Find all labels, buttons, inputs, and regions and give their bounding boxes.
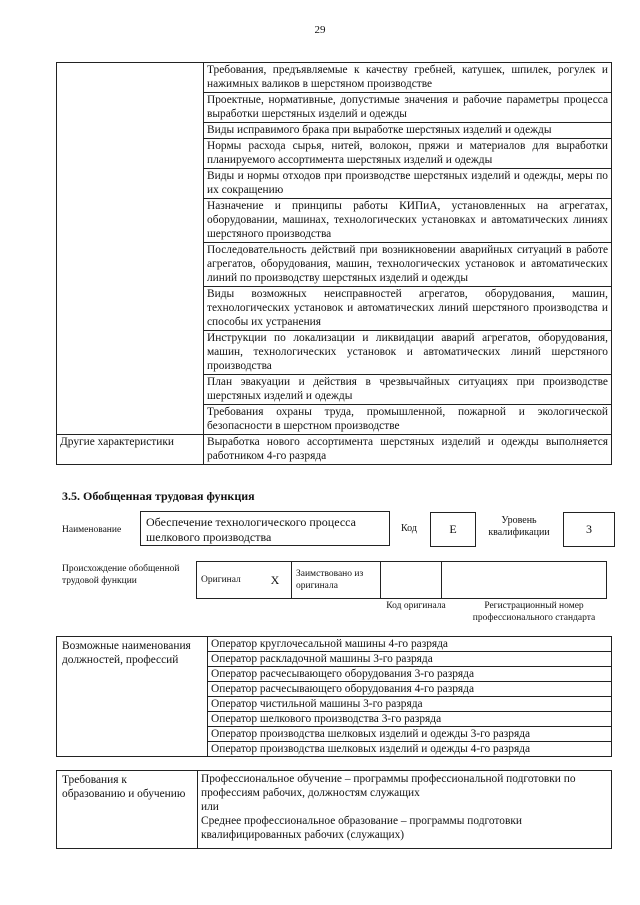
knowledge-row: Инструкции по локализации и ликвидации аварий агрегатов, оборудования, машин, технологических установок и автоматических линий шерстяного производства <box>204 331 612 375</box>
section-title: 3.5. Обобщенная трудовая функция <box>62 489 255 503</box>
knowledge-row: Проектные, нормативные, допустимые значения и рабочие параметры процесса выработки шерстяных изделий и одежды <box>204 93 612 123</box>
origin-table <box>196 561 607 599</box>
other-characteristics-label: Другие характеристики <box>57 435 204 465</box>
education-table <box>56 770 612 849</box>
original-label: Оригинал <box>197 562 260 599</box>
code-value-box: E <box>430 512 476 547</box>
original-code-caption: Код оригинала <box>386 601 446 611</box>
other-characteristics-value: Выработка нового ассортимента шерстяных изделий и одежды выполняется работником 4-го разряда <box>204 435 612 465</box>
job-title-item: Оператор круглочесальной машины 4-го разряда <box>208 637 612 652</box>
job-titles-label: Возможные наименования должностей, профессий <box>57 637 208 757</box>
education-label: Требования к образованию и обучению <box>57 771 198 849</box>
knowledge-row: Нормы расхода сырья, нитей, волокон, пряжи и материалов для выработки планируемого ассортимента шерстяных изделий и одежды <box>204 139 612 169</box>
name-label: Наименование <box>62 525 122 535</box>
registration-number-cell <box>442 562 607 599</box>
original-code-cell <box>381 562 442 599</box>
knowledge-row: Требования, предъявляемые к качеству гребней, катушек, шпилек, рогулек и нажимных валиков в шерстяном производстве <box>204 63 612 93</box>
job-title-item: Оператор шелкового производства 3-го разряда <box>208 712 612 727</box>
origin-label: Происхождение обобщенной трудовой функции <box>62 564 180 586</box>
qualification-level-label: Уровень квалификации <box>488 515 550 538</box>
qualification-level-box: 3 <box>563 512 615 547</box>
knowledge-row: Требования охраны труда, промышленной, пожарной и экологической безопасности в шерстном производстве <box>204 405 612 435</box>
knowledge-row: План эвакуации и действия в чрезвычайных ситуациях при производстве шерстяных изделий и одежды <box>204 375 612 405</box>
job-title-item: Оператор расчесывающего оборудования 3-го разряда <box>208 667 612 682</box>
education-or: или <box>201 801 219 813</box>
knowledge-table <box>56 62 612 465</box>
job-title-item: Оператор расчесывающего оборудования 4-го разряда <box>208 682 612 697</box>
job-title-item: Оператор раскладочной машины 3-го разряда <box>208 652 612 667</box>
code-label: Код <box>401 523 417 534</box>
knowledge-row: Виды исправимого брака при выработке шерстяных изделий и одежды <box>204 123 612 139</box>
job-title-item: Оператор производства шелковых изделий и одежды 3-го разряда <box>208 727 612 742</box>
name-value-box: Обеспечение технологического процесса шелкового производства <box>140 511 390 546</box>
education-value <box>198 771 612 849</box>
page-number: 29 <box>314 24 326 36</box>
knowledge-row: Виды возможных неисправностей агрегатов, оборудования, машин, технологических установок и автоматических линий шерстяного производства и способы их устранения <box>204 287 612 331</box>
registration-number-caption: Регистрационный номер профессионального стандарта <box>472 601 596 623</box>
knowledge-row: Виды и нормы отходов при производстве шерстяных изделий и одежды, меры по их сокращению <box>204 169 612 199</box>
job-titles-table <box>56 636 612 757</box>
knowledge-row: Назначение и принципы работы КИПиА, установленных на агрегатах, оборудовании, машинах, технологических установках и автоматических линиях шерстяного производства <box>204 199 612 243</box>
education-line-2: Среднее профессиональное образование – программы подготовки квалифицированных рабочих (служащих) <box>201 815 522 841</box>
knowledge-row: Последовательность действий при возникновении аварийных ситуаций в работе агрегатов, оборудования, машин, технологических установок и автоматических линий по производству шерстяных изделий и одежды <box>204 243 612 287</box>
original-mark: X <box>259 562 292 599</box>
job-title-item: Оператор производства шелковых изделий и одежды 4-го разряда <box>208 742 612 757</box>
borrowed-label: Заимствовано из оригинала <box>292 562 381 599</box>
job-title-item: Оператор чистильной машины 3-го разряда <box>208 697 612 712</box>
education-line-1: Профессиональное обучение – программы профессиональной подготовки по профессиям рабочих, должностям служащих <box>201 773 576 799</box>
knowledge-label-cell <box>57 63 204 435</box>
